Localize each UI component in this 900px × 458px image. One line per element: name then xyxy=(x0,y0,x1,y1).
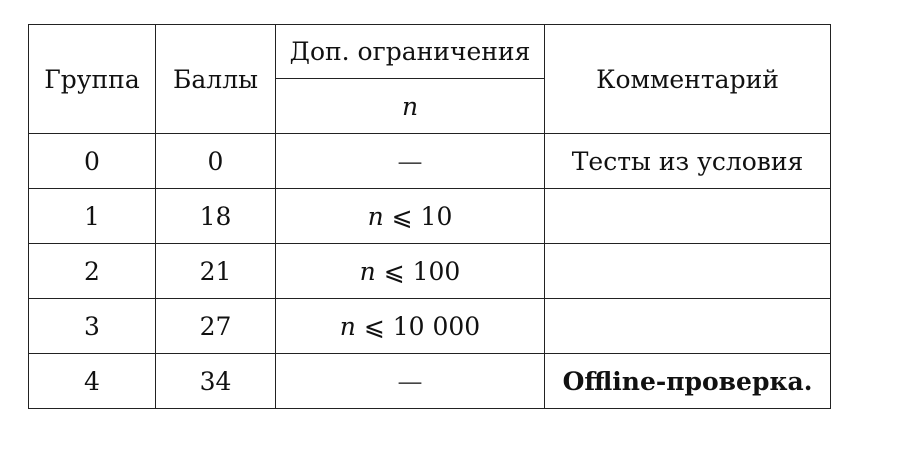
cell-comment xyxy=(545,244,831,299)
constraint-var-label: n xyxy=(401,91,419,121)
header-constraints: Доп. ограничения xyxy=(276,25,545,79)
scoring-table xyxy=(28,24,831,409)
cell-comment: Тесты из условия xyxy=(545,134,831,189)
cell-constraint xyxy=(276,299,545,354)
cell-group: 3 xyxy=(29,299,156,354)
cell-group: 0 xyxy=(29,134,156,189)
constraint-variable: n xyxy=(367,201,384,231)
cell-comment xyxy=(545,299,831,354)
header-constraint-var xyxy=(276,79,545,134)
table-row xyxy=(29,189,831,244)
cell-score: 27 xyxy=(156,299,276,354)
cell-comment: Offline-проверка. xyxy=(545,354,831,409)
cell-comment xyxy=(545,189,831,244)
constraint-variable: n xyxy=(359,256,376,286)
constraint-relation: ⩽ 100 xyxy=(375,256,461,286)
header-group: Группа xyxy=(29,25,156,134)
cell-score: 34 xyxy=(156,354,276,409)
cell-score: 18 xyxy=(156,189,276,244)
constraint-relation: ⩽ 10 xyxy=(383,201,453,231)
table-row xyxy=(29,244,831,299)
cell-group: 4 xyxy=(29,354,156,409)
dash-mark: — xyxy=(397,366,423,396)
cell-group: 2 xyxy=(29,244,156,299)
header-comment: Комментарий xyxy=(545,25,831,134)
cell-constraint xyxy=(276,134,545,189)
cell-group: 1 xyxy=(29,189,156,244)
cell-constraint xyxy=(276,354,545,409)
table-row xyxy=(29,354,831,409)
cell-constraint xyxy=(276,189,545,244)
cell-score: 0 xyxy=(156,134,276,189)
header-row xyxy=(29,25,831,79)
cell-constraint xyxy=(276,244,545,299)
header-score: Баллы xyxy=(156,25,276,134)
table-row xyxy=(29,299,831,354)
dash-mark: — xyxy=(397,146,423,176)
constraint-variable: n xyxy=(339,311,356,341)
constraint-relation: ⩽ 10 000 xyxy=(355,311,481,341)
table-row xyxy=(29,134,831,189)
cell-score: 21 xyxy=(156,244,276,299)
